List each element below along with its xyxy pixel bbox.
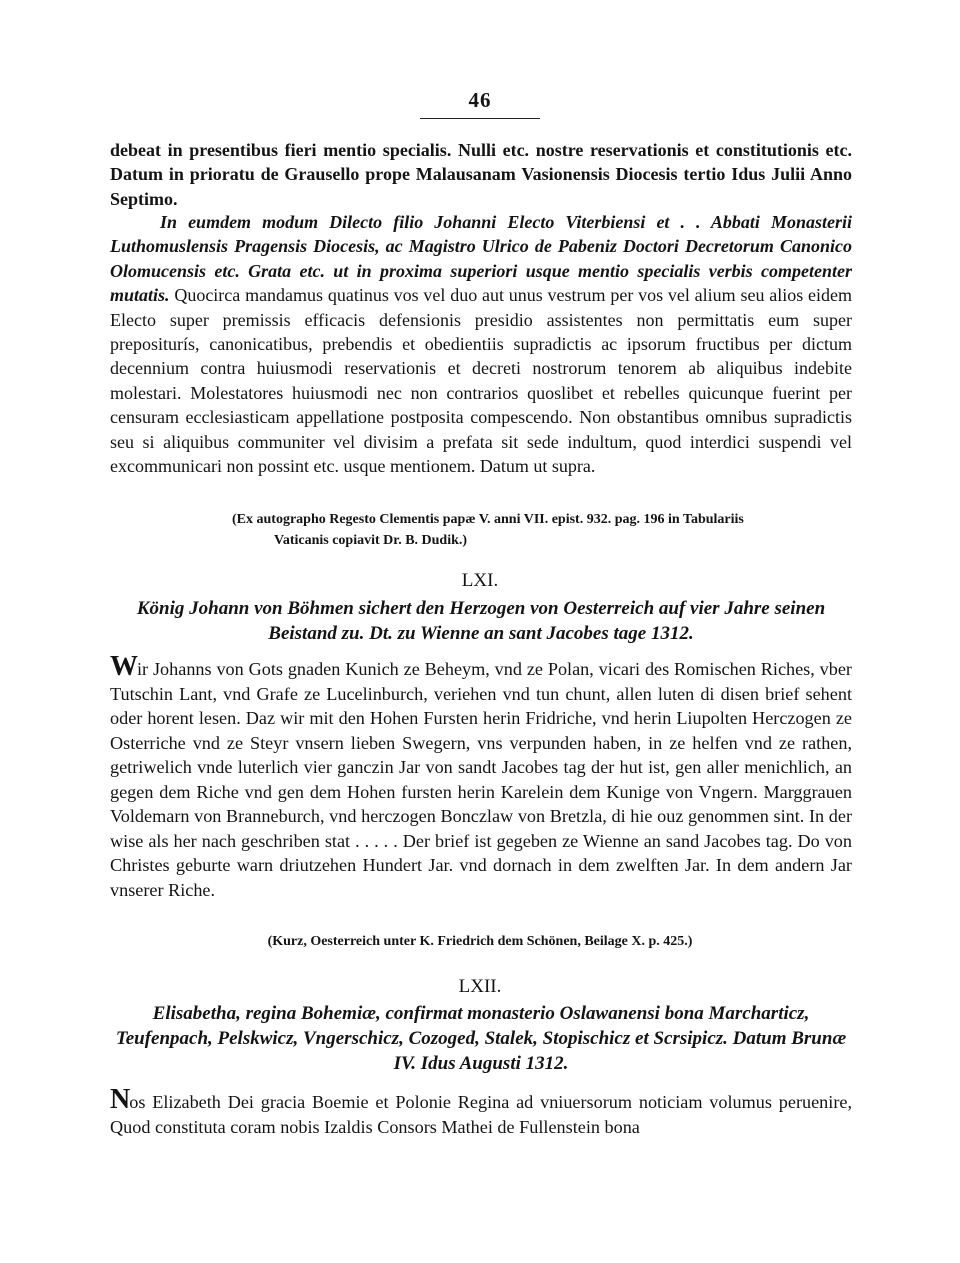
prev-document-citation — [232, 509, 852, 551]
initial-letter-n: N — [110, 1084, 130, 1115]
document-text-lxii: os Elizabeth Dei gracia Boemie et Polonie Regina ad vniuersorum noticiam volumus peruenire, Quod constituta coram nobis Izaldis Consors Mathei de Fullenstein bona — [110, 1092, 852, 1137]
document-body-lxi — [110, 651, 852, 902]
prev-document-paragraph-1: debeat in presentibus fieri mentio specialis. Nulli etc. nostre reservationis et constitutionis etc. Datum in prioratu de Grausello prope Malausanam Vasionensis Diocesis tertio Idus Julii Anno Septimo. — [110, 140, 852, 209]
initial-letter-w: W — [110, 651, 137, 682]
prev-document-paragraph-2 — [110, 210, 852, 478]
citation-line-1: (Ex autographo Regesto Clementis papæ V. anni VII. epist. 932. pag. 196 in Tabulariis — [232, 512, 744, 527]
prev-document-text: Quocirca mandamus quatinus vos vel duo aut unus vestrum per vos vel alium seu alios eidem Electo super premissis efficacis defensionis presidio assistentes non permittatis eum super prepositurís, canonicatibus, prebendis et obedientiis supradictis ac ipsorum fructibus per dictum decennium contra huiusmodi reservationis et decreti nostrorum tenorem ab aliquibus indebite molestari. Molestatores huiusmodi nec non contrarios quoslibet et rebelles quicunque fuerint per censuram ecclesiasticam appellatione postposita compescendo. Non obstantibus omnibus supradictis seu si aliquibus communiter vel divisim a prefata sit sede indultum, quod interdici suspendi vel excommunicari non possint etc. usque mentionem. Datum ut supra. — [110, 285, 852, 477]
document-citation-lxi: (Kurz, Oesterreich unter K. Friedrich dem Schönen, Beilage X. p. 425.) — [267, 934, 693, 949]
header-rule — [420, 118, 540, 119]
document-body-lxii — [110, 1084, 852, 1139]
citation-line-2: Vaticanis copiavit Dr. B. Dudik.) — [274, 533, 468, 548]
prev-document-italic-text: In eumdem modum Dilecto filio Johanni Electo Viterbiensi et . . Abbati Monasterii Luthomuslensis Pragensis Diocesis, ac Magistro Ulrico de Pabeniz Doctori Decretorum Canonico Olomucensis etc. Grata etc. ut in proxima superiori usque mentio specialis verbis competenter mutatis. — [110, 212, 852, 306]
page-number: 46 — [468, 88, 492, 112]
document-number-lxi: LXI. — [461, 570, 499, 591]
document-heading-lxi: König Johann von Böhmen sichert den Herzogen von Oesterreich auf vier Jahre seinen Beistand zu. Dt. zu Wienne an sant Jacobes tage 1312. — [136, 598, 826, 644]
document-text-lxi: ir Johanns von Gots gnaden Kunich ze Beheym, vnd ze Polan, vicari des Romischen Riches, vber Tutschin Lant, vnd Grafe ze Lucelinburch, veriehen vnd tun chunt, allen luten di disen brief sehent oder horent lesen. Daz wir mit den Hohen Fursten herin Fridriche, vnd herin Liupolten Herczogen ze Osterriche vnd ze Steyr vnsern lieben Swegern, vns verpunden haben, in ze helfen vnd ze rathen, getriwelich vnde luterlich vier ganczin Jar von sandt Jacobes tag der hut ist, gen aller menichlich, an gegen dem Riche vnd gen dem Hohen fursten herin Karelein dem Kunige von Vngern. Marggrauen Voldemarn von Branneburch, vnd herczogen Bonczlaw von Bretzla, di hie ouz genommen sint. In der wise als her nach geschriben stat . . . . . Der brief ist gegeben ze Wienne an sand Jacobes tag. Do von Christes geburte warn driutzehen Hundert Jar. vnd dornach in dem zwelften Jar. In dem andern Jar vnserer Riche. — [110, 659, 852, 900]
document-number-lxii: LXII. — [458, 976, 502, 997]
document-heading-lxii: Elisabetha, regina Bohemiæ, confirmat monasterio Oslawanensi bona Marcharticz, Teufenpach, Pelskwicz, Vngerschicz, Cozoged, Stalek, Stopischicz et Scrsipicz. Datum Brunæ IV. Idus Augusti 1312. — [115, 1003, 847, 1074]
